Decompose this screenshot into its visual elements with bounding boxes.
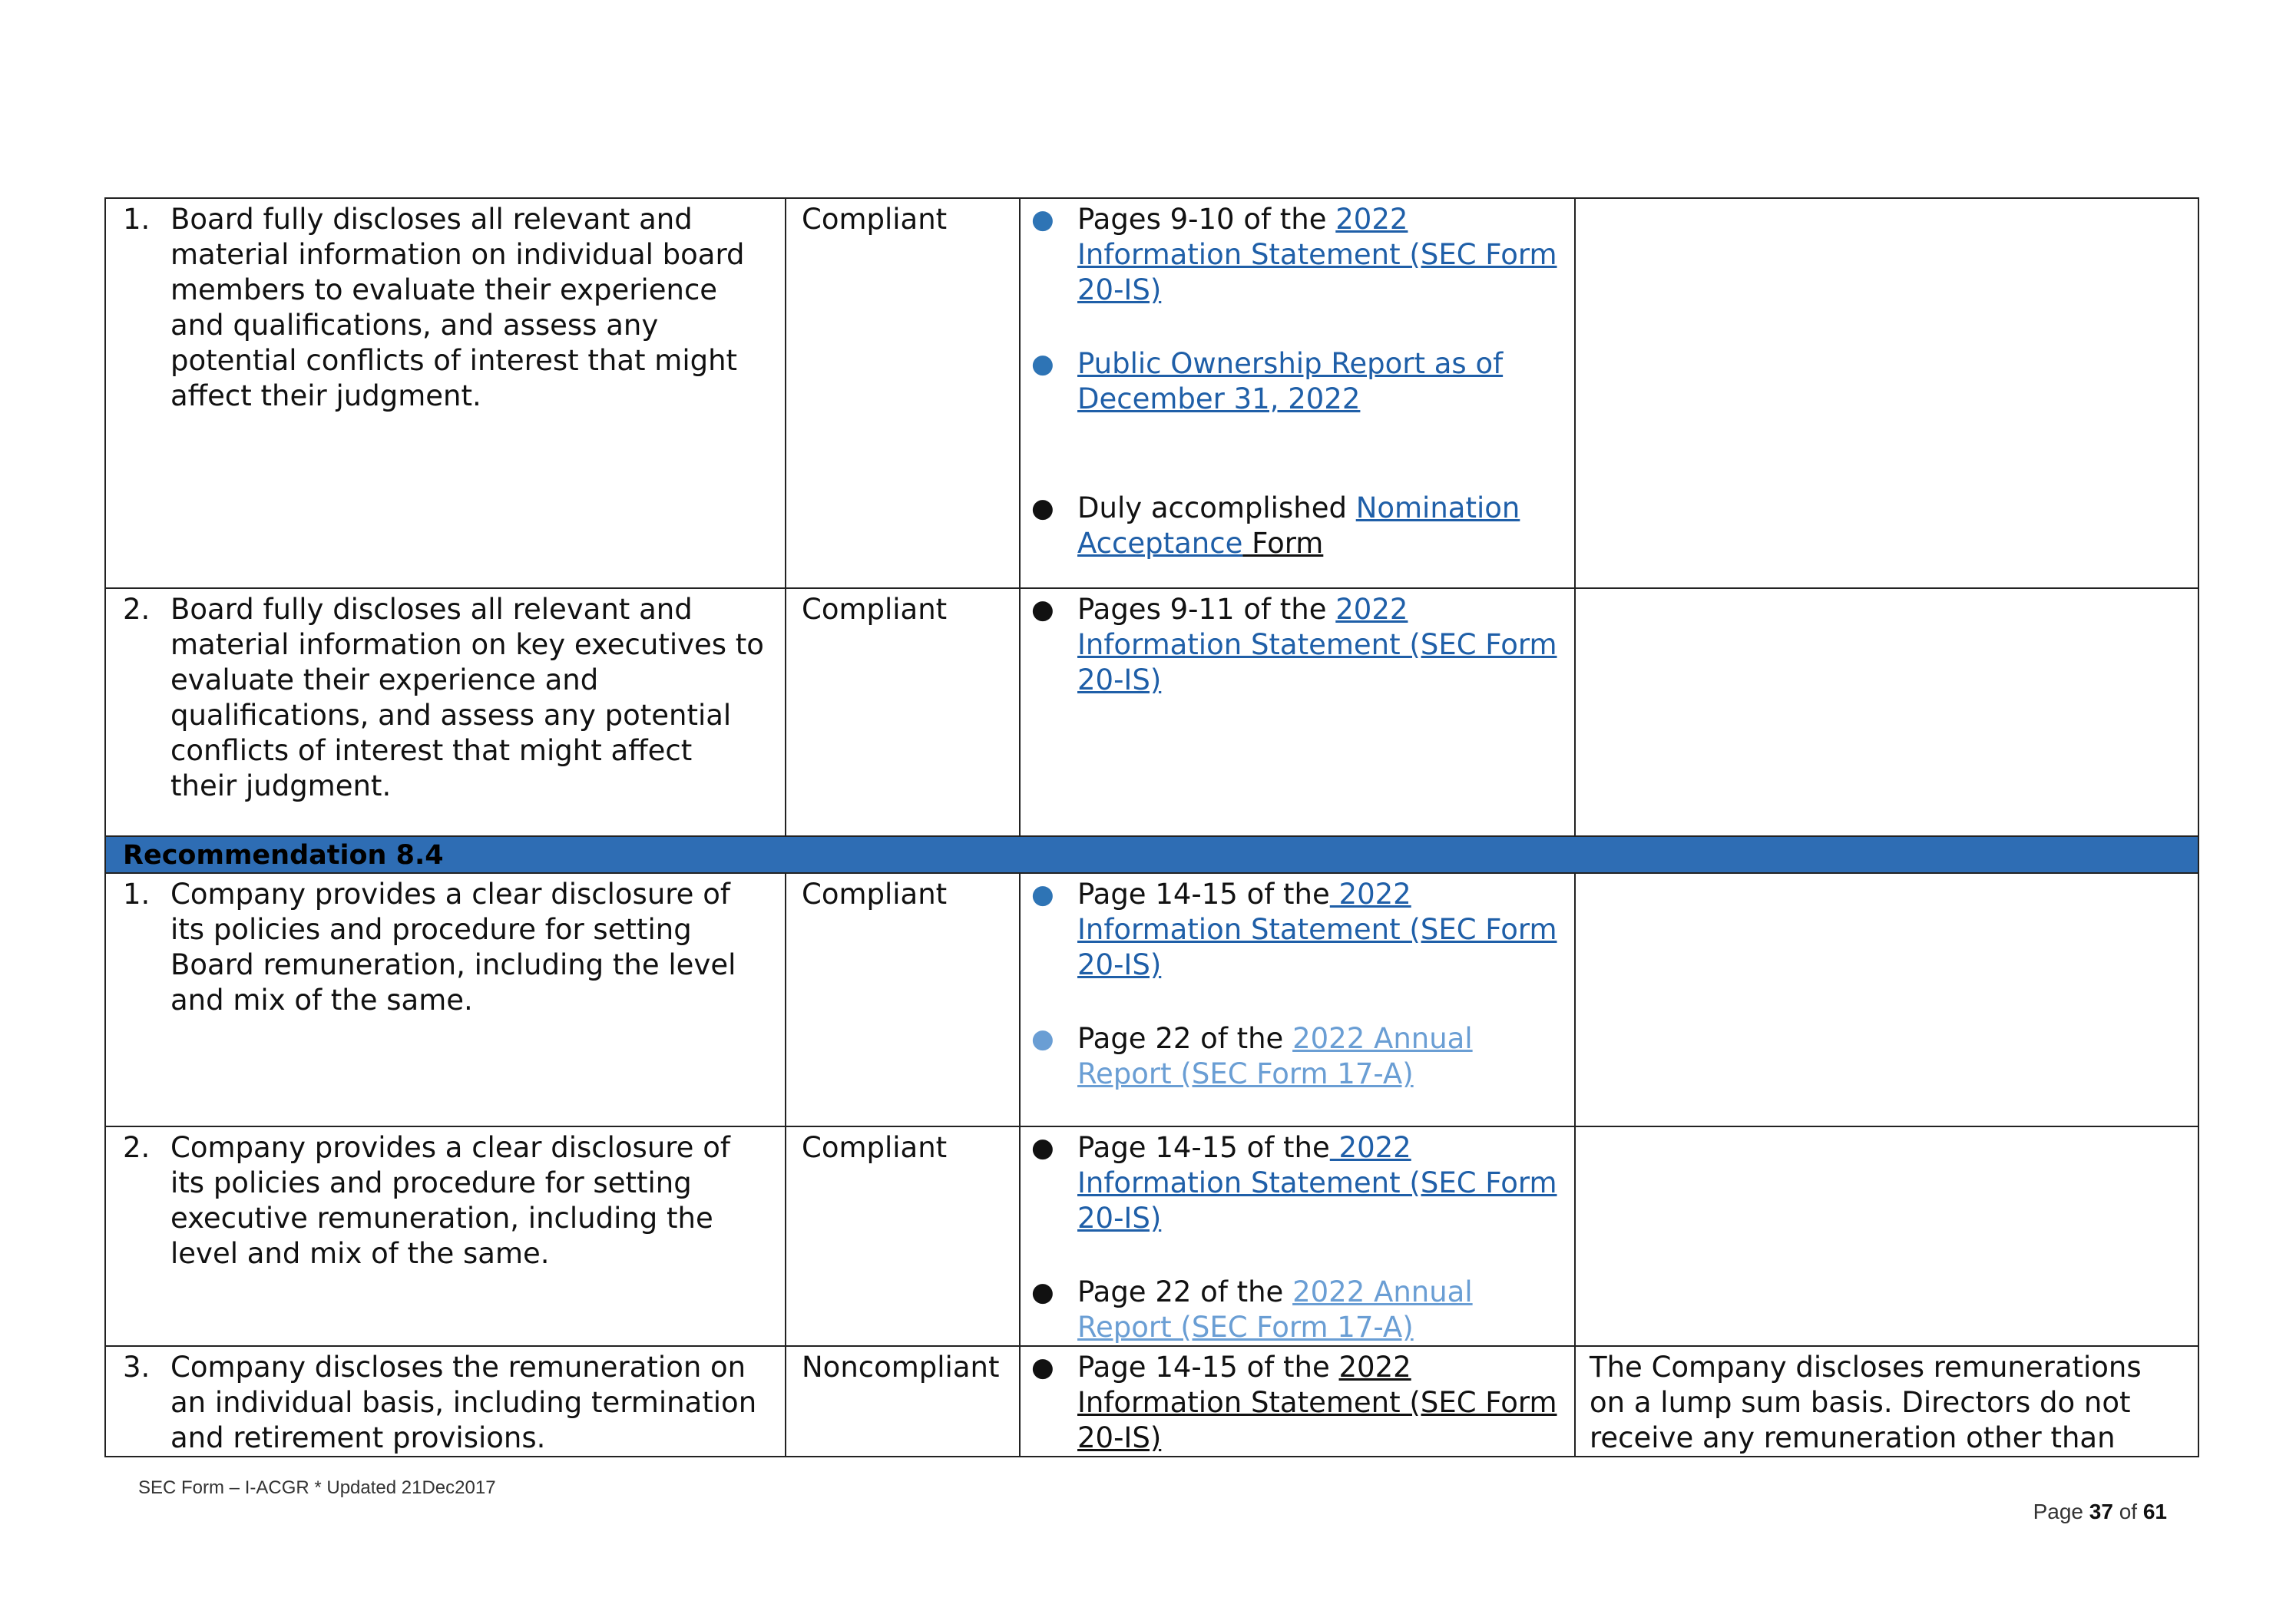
table-row: [105, 873, 2198, 1126]
bullet-icon: ●: [1031, 1277, 1054, 1308]
bullet-icon: ●: [1031, 349, 1054, 379]
list-item: ● Page 22 of the 2022 Annual Report (SEC Form 17-A): [1031, 1275, 1473, 1344]
annual-report-link[interactable]: 2022 Annual Report (SEC Form 17-A): [1077, 1022, 1473, 1090]
remarks: [1576, 589, 2198, 592]
table-row: [105, 1126, 2198, 1346]
compliance-status: Noncompliant: [802, 1351, 1000, 1384]
remarks: The Company discloses remunerations on a lump sum basis. Directors do not receive any remuneration other than: [1590, 1351, 2142, 1454]
section-header: Recommendation 8.4: [123, 840, 444, 871]
list-item: ● Page 14-15 of the 2022 Information Statement (SEC Form 20-IS): [1031, 1131, 1557, 1235]
public-ownership-report-link[interactable]: Public Ownership Report as of December 31, 2022: [1077, 347, 1504, 415]
item-text: Company provides a clear disclosure of its policies and procedure for setting executive remuneration, including the level and mix of the same.: [170, 1131, 730, 1270]
item-number: 1.: [123, 203, 151, 236]
remarks: [1576, 199, 2198, 202]
item-text: Company provides a clear disclosure of its policies and procedure for setting Board remuneration, including the level and mix of the same.: [170, 878, 736, 1017]
list-item: ● Page 22 of the 2022 Annual Report (SEC Form 17-A): [1031, 1022, 1473, 1090]
bullet-icon: ●: [1031, 1133, 1054, 1163]
list-item: ● Page 14-15 of the 2022 Information Statement (SEC Form 20-IS): [1031, 878, 1557, 981]
information-statement-link[interactable]: 2022 Information Statement (SEC Form 20-IS): [1077, 203, 1557, 306]
compliance-status: Compliant: [802, 593, 948, 626]
bullet-icon: ●: [1031, 204, 1054, 235]
information-statement-link[interactable]: 2022 Information Statement (SEC Form 20-IS): [1077, 878, 1557, 981]
list-item: ● Pages 9-11 of the 2022 Information Statement (SEC Form 20-IS): [1031, 593, 1557, 696]
compliance-status: Compliant: [802, 1131, 948, 1164]
item-text: Company discloses the remuneration on an individual basis, including termination and retirement provisions.: [170, 1351, 757, 1454]
disclosure-table: [104, 197, 2199, 1457]
form-footer: SEC Form – I-ACGR * Updated 21Dec2017: [138, 1477, 496, 1498]
bullet-icon: ●: [1031, 879, 1054, 910]
item-number: 3.: [123, 1351, 151, 1384]
bullet-icon: ●: [1031, 1352, 1054, 1383]
compliance-status: Compliant: [802, 203, 948, 236]
item-number: 2.: [123, 593, 151, 626]
compliance-status: Compliant: [802, 878, 948, 911]
list-item: ● Duly accomplished Nomination Acceptance Form: [1031, 491, 1520, 560]
item-text: Board fully discloses all relevant and material information on individual board members to evaluate their experience and qualifications, and assess any potential conflicts of interest that might affect their judgment.: [170, 203, 745, 412]
item-number: 2.: [123, 1131, 151, 1164]
item-text: Board fully discloses all relevant and material information on key executives to evaluate their experience and qualifications, and assess any potential conflicts of interest that might affect their judgment.: [170, 593, 764, 802]
page-number: Page 37 of 61: [2033, 1500, 2167, 1523]
information-statement-link[interactable]: 2022 Information Statement (SEC Form 20-IS): [1077, 593, 1557, 696]
table-row: [105, 1346, 2198, 1457]
bullet-icon: ●: [1031, 1024, 1054, 1054]
list-item: ● Page 14-15 of the 2022 Information Statement (SEC Form 20-IS): [1031, 1351, 1557, 1454]
bullet-icon: ●: [1031, 594, 1054, 625]
information-statement-link[interactable]: 2022 Information Statement (SEC Form 20-IS): [1077, 1131, 1557, 1235]
remarks: [1576, 1127, 2198, 1130]
information-statement-link[interactable]: 2022 Information Statement (SEC Form 20-IS): [1077, 1351, 1557, 1454]
remarks: [1576, 874, 2198, 877]
annual-report-link[interactable]: 2022 Annual Report (SEC Form 17-A): [1077, 1275, 1473, 1344]
table-row: [105, 198, 2198, 588]
bullet-icon: ●: [1031, 493, 1054, 524]
nomination-acceptance-link[interactable]: Nomination Acceptance: [1077, 491, 1520, 560]
item-number: 1.: [123, 878, 151, 911]
table-row: [105, 588, 2198, 836]
list-item: ● Pages 9-10 of the 2022 Information Statement (SEC Form 20-IS): [1031, 203, 1557, 306]
list-item: [1021, 343, 1574, 417]
section-header-row: [105, 836, 2198, 873]
